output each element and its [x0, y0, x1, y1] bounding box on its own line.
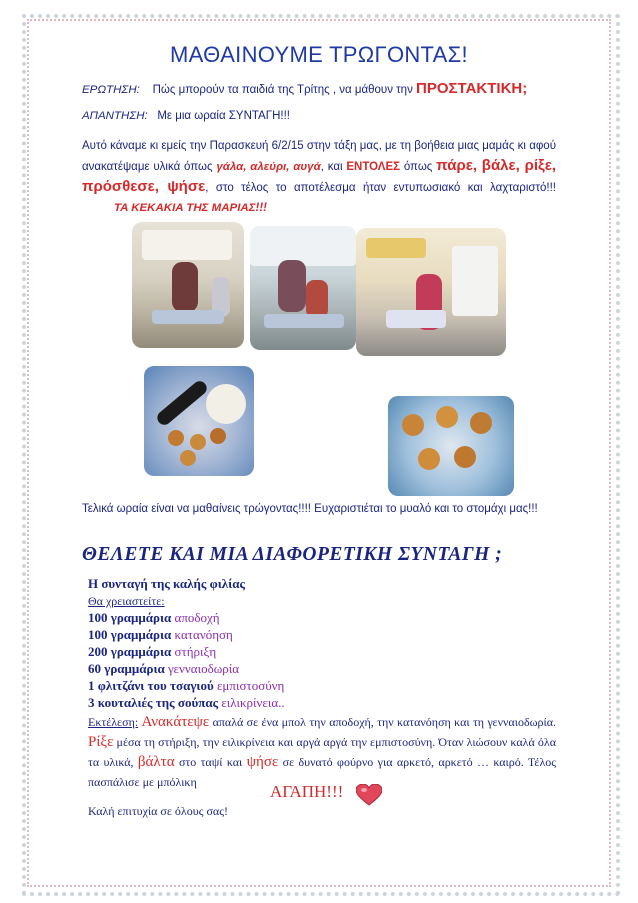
ingredient-item: 3 κουταλιές της σούπας ειλικρίνεια.. — [88, 695, 285, 710]
ingredient-item: 100 γραμμάρια κατανόηση — [88, 627, 233, 642]
intro-cakes: ΤΑ ΚΕΚΑΚΙΑ ΤΗΣ ΜΑΡΙΑΣ!!! — [113, 202, 268, 214]
execution-text-4: σε δυνατό φούρνο για αρκετό, αρκετό … καιρό. Τέλος πασπάλισε με μπόλικη — [88, 755, 557, 789]
section-heading: ΘΕΛΕΤΕ ΚΑΙ ΜΙΑ ΔΙΑΦΟΡΕΤΙΚΗ ΣΥΝΤΑΓΗ ; — [82, 544, 503, 565]
answer-line — [82, 110, 290, 122]
photo-window — [250, 226, 356, 266]
photo-cake — [402, 414, 424, 436]
photo-window — [142, 230, 232, 260]
photo-child — [306, 280, 328, 318]
ingredient-item: 200 γραμμάρια στήριξη — [88, 644, 217, 659]
verb-bake: ψήσε — [246, 754, 279, 770]
photo-kitchen-1 — [132, 222, 244, 348]
wish-text: Καλή επιτυχία σε όλους σας! — [88, 804, 228, 818]
photo-person — [278, 260, 306, 312]
question-line — [82, 80, 527, 97]
execution-text-1: απαλά σε ένα μπολ την αποδοχή, την κατανόηση και τη γενναιοδωρία. — [212, 715, 557, 729]
ingredient-item: 100 γραμμάρια αποδοχή — [88, 610, 220, 625]
intro-text-4: , στο τέλος το αποτέλεσμα ήταν εντυπωσιακό και λαχταριστό!!! — [205, 182, 556, 194]
photo-table — [264, 314, 344, 328]
friendship-recipe — [88, 576, 285, 711]
verb-put: βάλτα — [137, 754, 175, 770]
heart-icon — [356, 784, 382, 806]
photo-table — [386, 310, 446, 328]
photo-window — [452, 246, 498, 316]
love-text: ΑΓΑΠΗ!!! — [270, 782, 344, 801]
photo-cake — [436, 406, 458, 428]
answer-text: Με μια ωραία ΣΥΝΤΑΓΗ!!! — [157, 110, 290, 122]
intro-text-1: Αυτό κάναμε κι εμείς την Παρασκευή 6/2/15 στην τάξη μας, με τη βοήθεια μιας μαμάς κι αφού ανακατέψαμε υλικά όπως — [82, 140, 556, 173]
ingredient-item: 60 γραμμάρια γενναιοδωρία — [88, 661, 240, 676]
photo-wall-decor — [366, 238, 426, 258]
closing-text: Τελικά ωραία είναι να μαθαίνεις τρώγοντας!!!! Ευχαριστιέται το μυαλό και το στομάχι μας!!! — [82, 503, 538, 515]
photo-cakes-closeup — [388, 396, 514, 496]
execution-text-2: μέσα τη στήριξη, την ειλικρίνεια και αργά αργά την εμπιστοσύνη. Όταν λιώσουν καλά όλα τα υλικά, — [88, 735, 557, 769]
photo-table — [152, 310, 224, 324]
recipe-need-label: Θα χρειαστείτε: — [88, 594, 165, 608]
photo-cake — [168, 430, 184, 446]
photo-cakes-plate — [144, 366, 254, 476]
question-highlight: ΠΡΟΣΤΑΚΤΙΚΗ; — [416, 80, 528, 97]
intro-ingredients: γάλα, αλεύρι, αυγά — [216, 161, 321, 173]
photo-cake — [418, 448, 440, 470]
intro-paragraph — [82, 136, 556, 218]
photo-cake — [180, 450, 196, 466]
execution-label: Εκτέλεση: — [88, 715, 139, 729]
verb-pour: Ρίξε — [88, 734, 114, 750]
photo-cake — [190, 434, 206, 450]
question-text: Πώς μπορούν τα παιδιά της Τρίτης , να μάθουν την — [152, 84, 413, 96]
photo-cake — [454, 446, 476, 468]
answer-label: ΑΠΑΝΤΗΣΗ: — [82, 110, 148, 122]
recipe-title: Η συνταγή της καλής φιλίας — [88, 576, 245, 591]
photo-cake — [470, 412, 492, 434]
photo-kitchen-3 — [356, 228, 506, 356]
execution-text-3: στο ταψί και — [178, 755, 243, 769]
photo-person — [172, 262, 198, 312]
ingredient-item: 1 φλιτζάνι του τσαγιού εμπιστοσύνη — [88, 678, 285, 693]
intro-commands-label: ΕΝΤΟΛΕΣ — [346, 161, 401, 173]
intro-verbs: πάρε, βάλε, ρίξε, πρόσθεσε, ψήσε — [82, 157, 556, 195]
intro-text-3: όπως — [403, 161, 433, 173]
question-label: ΕΡΩΤΗΣΗ: — [82, 84, 140, 96]
photo-cake — [210, 428, 226, 444]
photo-spoon — [155, 378, 210, 427]
photo-plate — [206, 384, 246, 424]
execution-paragraph — [88, 712, 556, 792]
photo-kitchen-2 — [250, 226, 356, 350]
verb-mix: Ανακάτεψε — [141, 714, 210, 730]
page-title: ΜΑΘΑΙΝΟΥΜΕ ΤΡΩΓΟΝΤΑΣ! — [170, 42, 468, 67]
intro-text-2: , και — [320, 161, 343, 173]
